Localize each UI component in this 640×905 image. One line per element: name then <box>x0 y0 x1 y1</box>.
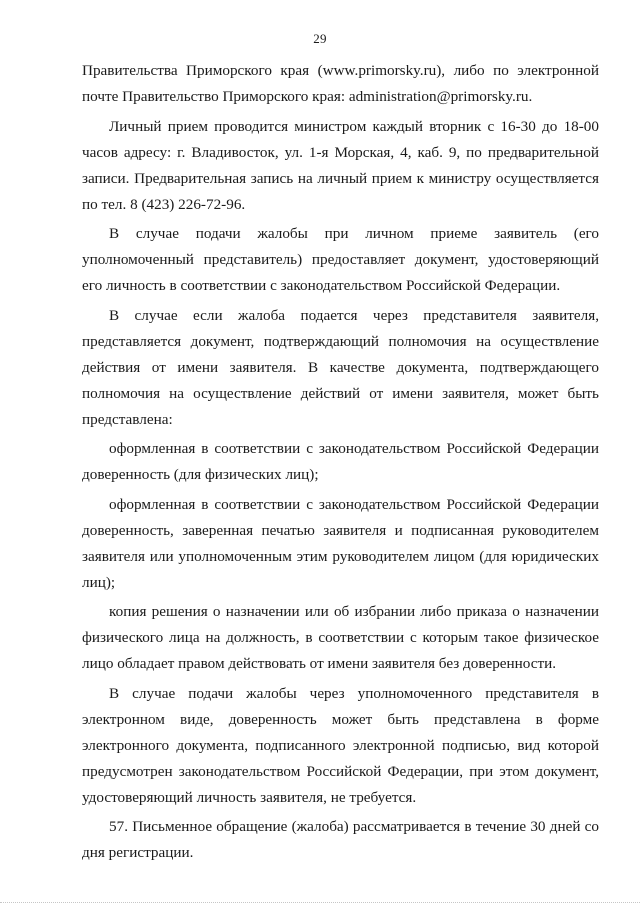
scan-edge-divider <box>0 900 640 903</box>
paragraph-identity-document: В случае подачи жалобы при личном приеме заявитель (его уполномоченный представитель) предоставляет документ, удостоверяющий его личность в соответствии с законодательством Российской Федерации. <box>82 225 599 294</box>
page-number: 29 <box>313 31 327 46</box>
list-item-appointment-decision-copy: копия решения о назначении или об избрании либо приказа о назначении физического лица на должность, в соответствии с которым такое физическое лицо обладает правом действовать от имени заявителя без доверенности. <box>82 603 599 672</box>
document-body <box>82 58 599 870</box>
paragraph-contacts: Правительства Приморского края (www.primorsky.ru), либо по электронной почте Правительство Приморского края: administration@primorsky.ru. <box>82 62 599 105</box>
list-item-legal-entity-power-of-attorney: оформленная в соответствии с законодательством Российской Федерации доверенность, заверенная печатью заявителя и подписанная руководителем заявителя или уполномоченным этим руководителем лицом (для юридических лиц); <box>82 495 599 591</box>
paragraph-electronic-submission: В случае подачи жалобы через уполномоченного представителя в электронном виде, доверенность может быть представлена в форме электронного документа, подписанного электронной подписью, вид которой предусмотрен законодательством Российской Федерации, при этом документ, удостоверяющий личность заявителя, не требуется. <box>82 684 599 806</box>
paragraph-item-57: 57. Письменное обращение (жалоба) рассматривается в течение 30 дней со дня регистрации. <box>82 818 599 861</box>
paragraph-representative: В случае если жалоба подается через представителя заявителя, представляется документ, подтверждающий полномочия на осуществление действия от имени заявителя. В качестве документа, подтверждающего полномочия на осуществление действий от имени заявителя, может быть представлена: <box>82 306 599 428</box>
list-item-individual-power-of-attorney: оформленная в соответствии с законодательством Российской Федерации доверенность (для физических лиц); <box>82 440 599 483</box>
paragraph-personal-reception: Личный прием проводится министром каждый вторник с 16-30 до 18-00 часов адресу: г. Владивосток, ул. 1-я Морская, 4, каб. 9, по предварительной записи. Предварительная запись на личный прием к министру осуществляется по тел. 8 (423) 226-72-96. <box>82 117 599 213</box>
